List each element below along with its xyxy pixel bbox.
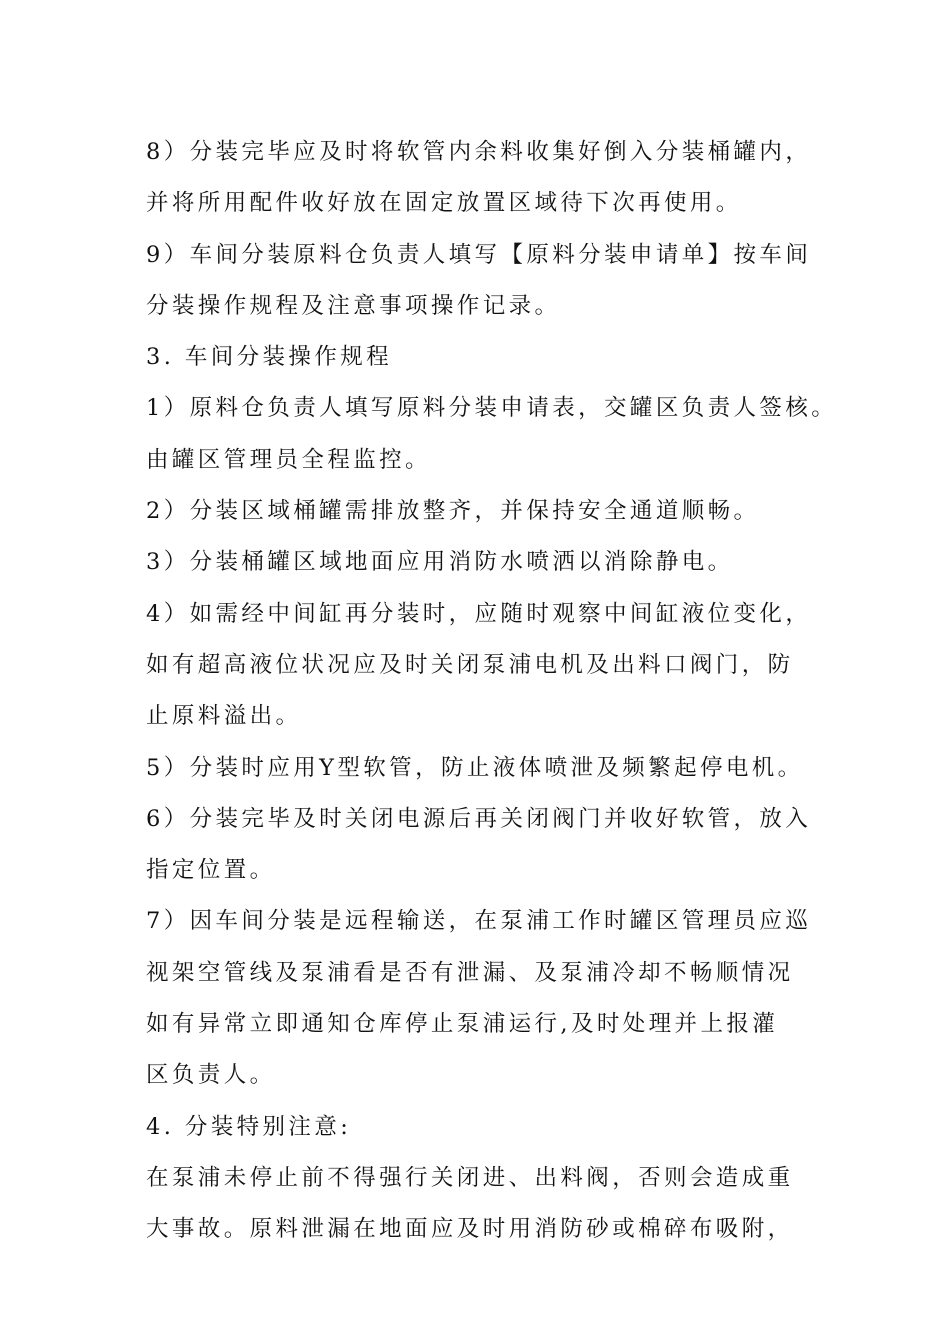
text-line: 5）分装时应用Y型软管，防止液体喷泄及频繁起停电机。: [146, 754, 804, 781]
text-line: 1）原料仓负责人填写原料分装申请表，交罐区负责人签核。: [146, 395, 838, 422]
text-line: 7）因车间分装是远程输送，在泵浦工作时罐区管理员应巡: [146, 908, 812, 935]
text-line: 止原料溢出。: [146, 703, 302, 730]
text-line: 如有超高液位状况应及时关闭泵浦电机及出料口阀门，防: [146, 651, 794, 678]
text-line: 3）分装桶罐区域地面应用消防水喷洒以消除静电。: [146, 549, 734, 576]
section-heading: 4. 分装特别注意:: [146, 1113, 352, 1140]
text-line: 4）如需经中间缸再分装时，应随时观察中间缸液位变化，: [146, 600, 812, 627]
text-line: 2）分装区域桶罐需排放整齐，并保持安全通道顺畅。: [146, 498, 760, 525]
text-line: 分装操作规程及注意事项操作记录。: [146, 292, 561, 319]
text-line: 在泵浦未停止前不得强行关闭进、出料阀，否则会造成重: [146, 1164, 794, 1191]
section-heading: 3. 车间分装操作规程: [146, 344, 393, 371]
text-line: 视架空管线及泵浦看是否有泄漏、及泵浦冷却不畅顺情况: [146, 959, 794, 986]
text-line: 区负责人。: [146, 1062, 276, 1089]
text-line: 大事故。原料泄漏在地面应及时用消防砂或棉碎布吸附，: [146, 1216, 794, 1243]
text-line: 指定位置。: [146, 857, 276, 884]
text-line: 8）分装完毕应及时将软管内余料收集好倒入分装桶罐内，: [146, 139, 812, 165]
text-line: 6）分装完毕及时关闭电源后再关闭阀门并收好软管，放入: [146, 805, 812, 832]
text-line: 如有异常立即通知仓库停止泵浦运行,及时处理并上报灌: [146, 1011, 779, 1038]
text-line: 并将所用配件收好放在固定放置区域待下次再使用。: [146, 190, 742, 217]
body-text: [146, 127, 838, 1256]
text-line: 由罐区管理员全程监控。: [146, 446, 431, 473]
text-line: 9）车间分装原料仓负责人填写【原料分装申请单】按车间: [146, 241, 812, 268]
